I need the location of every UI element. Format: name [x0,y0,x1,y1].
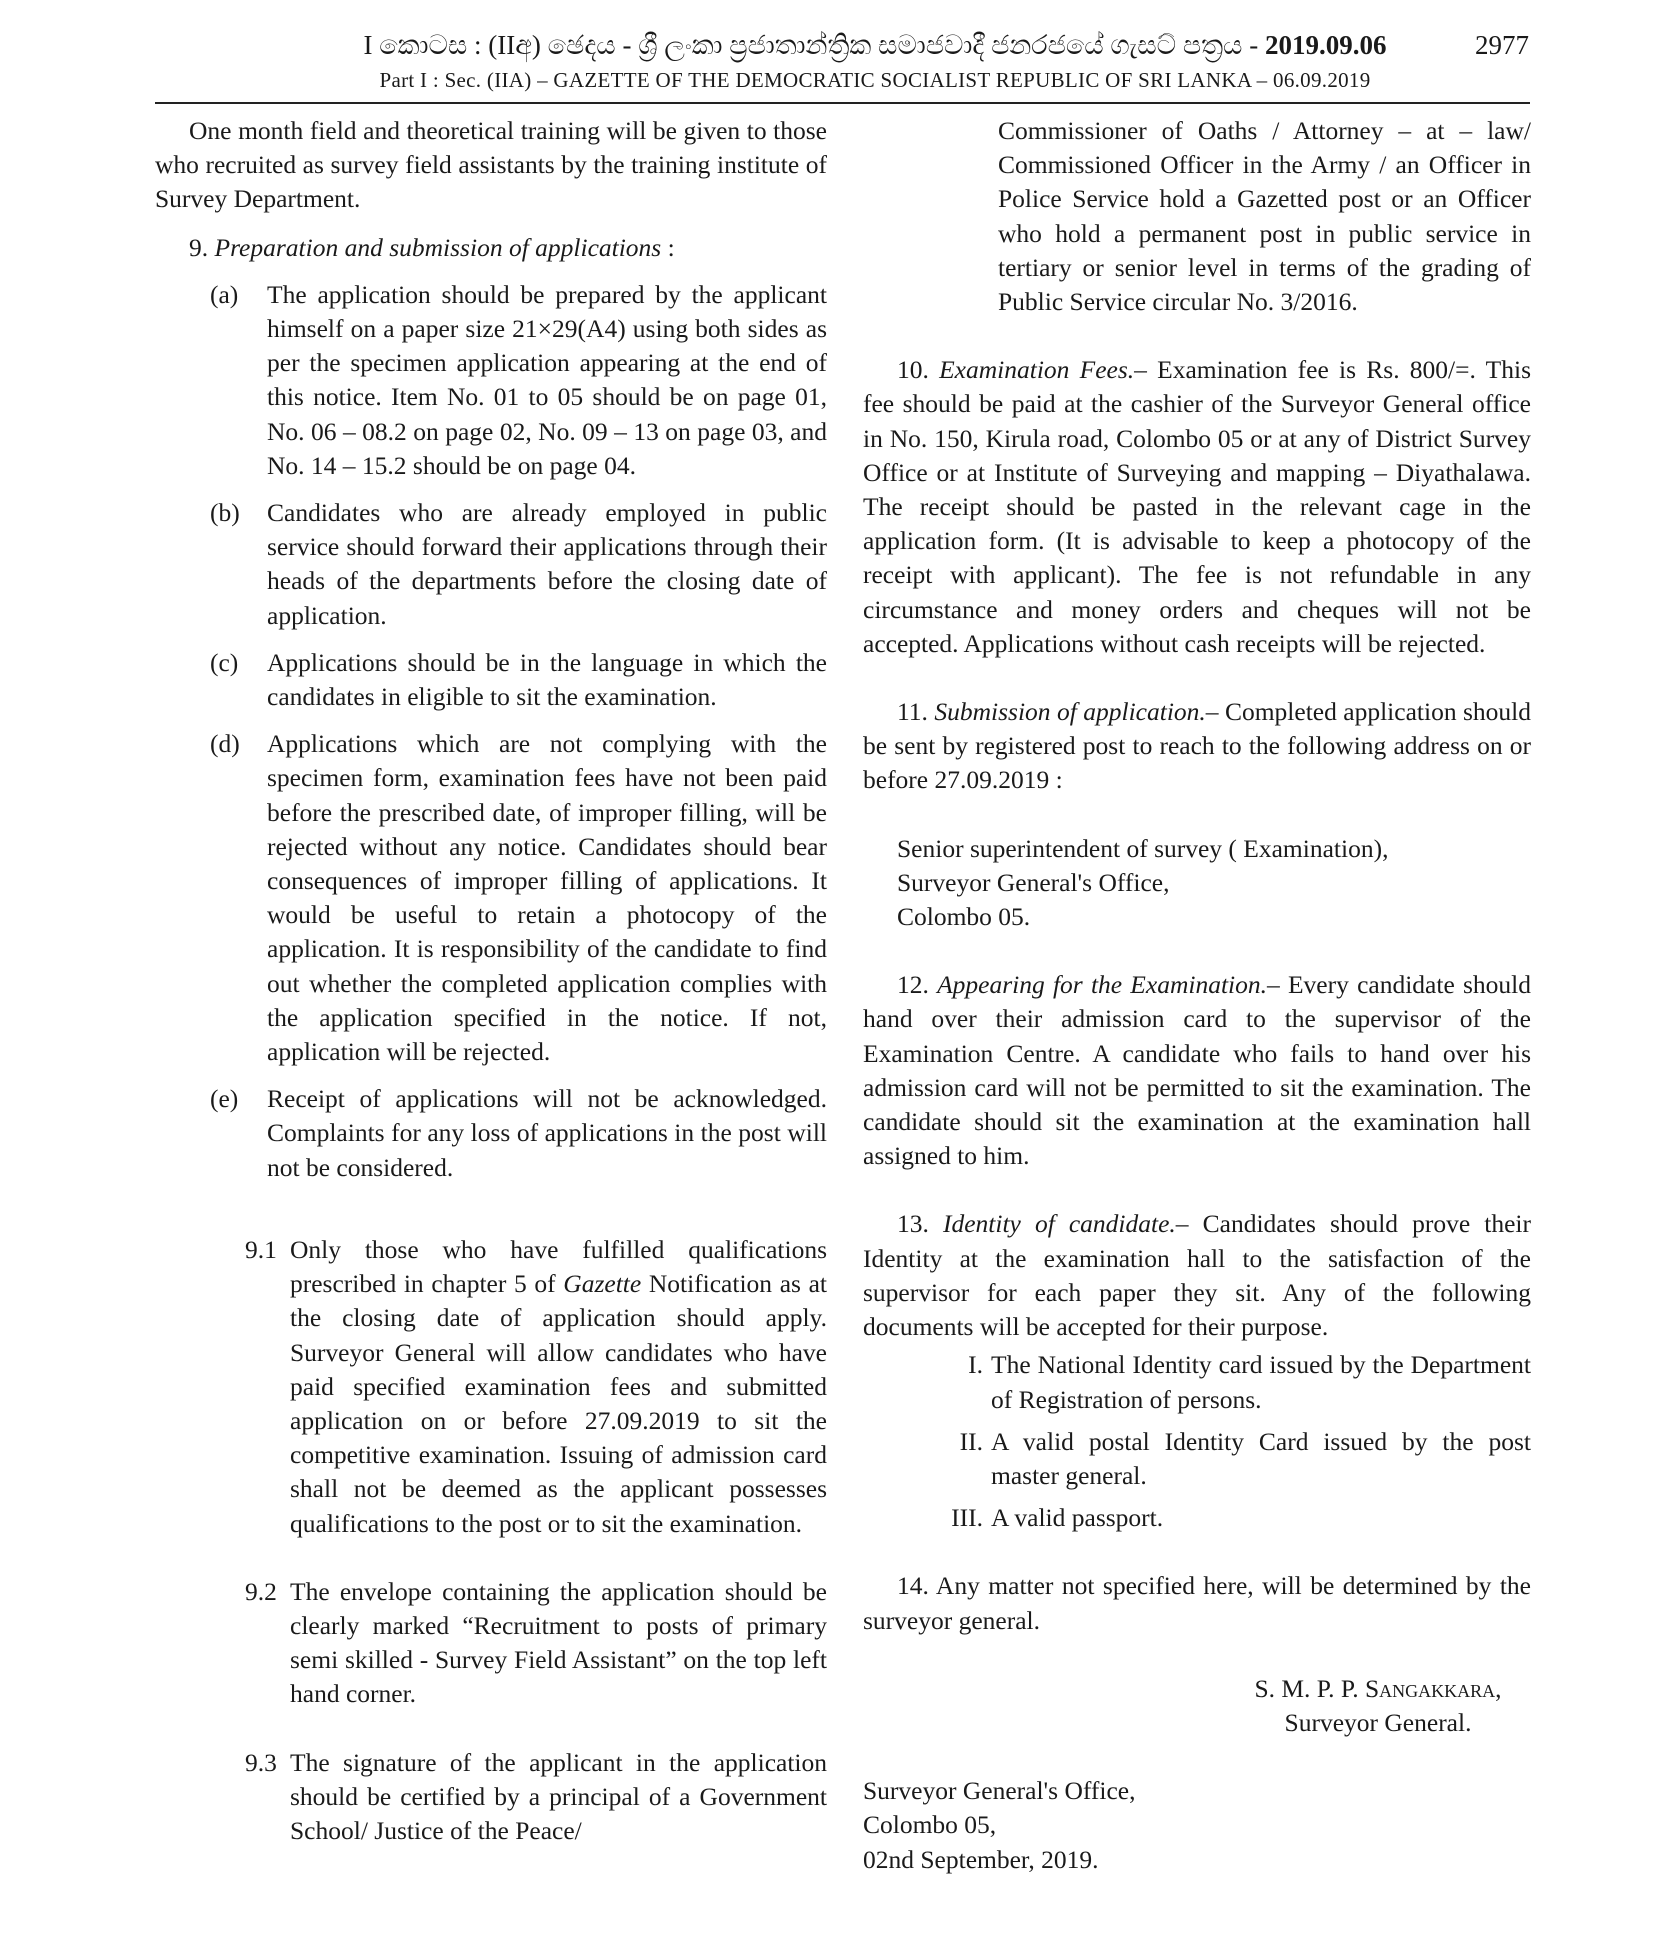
clause-9-1 [155,1233,827,1541]
clause-9-2 [155,1575,827,1712]
submission-address [863,832,1531,935]
section-10 [863,353,1531,661]
item-label: (a) [210,279,239,309]
section-9-heading [155,231,827,265]
clause-text-b: Notification as at the closing date of application should apply. Surveyor General will allow candidates who have paid specified examination fees and submitted application on or before 27.09.2019 to sit the competitive examination. Issuing of admission card shall not be deemed as the applicant possesses qualifications to the post or to sit the examination. [290,1269,827,1538]
header-date: 2019.09.06 [1264,30,1387,60]
item-text: Receipt of applications will not be acknowledged. Complaints for any loss of applications in the post will not be considered. [267,1084,827,1182]
list-item [863,1501,1531,1535]
section-number: 10. [897,355,929,385]
gazette-header-english: Part I : Sec. (IIA) – GAZETTE OF THE DEMOCRATIC SOCIALIST REPUBLIC OF SRI LANKA – 06.09.2019 [379,68,1371,92]
clause-label: 9.3 [245,1747,277,1777]
address-line: Surveyor General's Office, [897,867,1170,897]
section-title: Submission of application. [934,697,1206,727]
section-number: 11. [897,697,928,727]
list-item [863,1348,1531,1416]
signatory-name: S. M. P. P. Sangakkara, [1254,1673,1502,1703]
address-line: Colombo 05. [897,902,1031,932]
item-label: III. [951,1503,983,1533]
item-label: II. [959,1426,983,1456]
section-title: Examination Fees. [939,355,1135,385]
section-12 [863,968,1531,1173]
list-item [155,727,827,1069]
office-date: 02nd September, 2019. [863,1844,1099,1874]
section-title: Identity of candidate. [942,1209,1176,1239]
item-label: (d) [210,729,240,759]
section-9-number: 9. [189,232,209,262]
section-11 [863,695,1531,798]
item-label: (b) [210,498,240,528]
left-column [155,114,827,1848]
item-text: A valid passport. [991,1503,1164,1533]
list-item [155,646,827,714]
header-divider [155,102,1530,104]
item-text: A valid postal Identity Card issued by the post master general. [991,1426,1531,1490]
office-line: Colombo 05, [863,1810,997,1840]
clause-9-3-continued: Commissioner of Oaths / Attorney – at – law/ Commissioned Officer in the Army / an Officer in Police Service hold a Gazetted post or an Officer who hold a permanent post in public service in tertiary or senior level in terms of the grading of Public Service circular No. 3/2016. [998,116,1531,317]
clause-label: 9.1 [245,1234,277,1264]
clause-text: The signature of the applicant in the application should be certified by a principal of a Government School/ Justice of the Peace/ [290,1747,827,1845]
item-label: I. [968,1350,983,1380]
right-column [863,114,1531,1877]
list-item [155,1082,827,1185]
section-text: – Candidates should prove their Identity at the examination hall to the satisfaction of the supervisor for each paper they sit. Any of the following documents will be accepted for their purpose. [863,1209,1531,1342]
page-number: 2977 [1475,30,1529,60]
clause-9-3 [155,1746,827,1849]
item-label: (c) [210,647,239,677]
section-number: 12. [897,970,929,1000]
section-text: – Completed application should be sent by registered post to reach to the following address on or before 27.09.2019 : [863,697,1532,795]
section-text: – Examination fee is Rs. 800/=. This fee should be paid at the cashier of the Surveyor General office in No. 150, Kirula road, Colombo 05 or at any of District Survey Office or at Institute of Surveying and mapping – Diyathalawa. The receipt should be pasted in the relevant cage in the application form. (It is advisable to keep a photocopy of the receipt with applicant). The fee is not refundable in any circumstance and money orders and cheques will not be accepted. Applications without cash receipts will be rejected. [863,355,1532,658]
section-title: Appearing for the Examination. [937,970,1267,1000]
header-sinhala-text: I කොටස : (IIඅ) ඡෙදය - ශ්‍රී ලංකා ප්‍රජාතාන්ත්‍රික සමාජවාදී ජනරජයේ ගැසට් පත්‍රය - [363,30,1259,60]
section-9-title: Preparation and submission of applications [214,232,662,262]
address-line: Senior superintendent of survey ( Examination), [897,833,1389,863]
clause-text-italic: Gazette [563,1269,642,1299]
clause-label: 9.2 [245,1576,277,1606]
gazette-header-sinhala [300,30,1450,62]
item-text: The National Identity card issued by the Department of Registration of persons. [991,1350,1531,1414]
section-14: 14. Any matter not specified here, will be determined by the surveyor general. [863,1571,1531,1635]
item-text: Applications should be in the language in which the candidates in eligible to sit the examination. [267,647,827,712]
item-text: Applications which are not complying with the specimen form, examination fees have not been paid before the prescribed date, of improper filling, will be rejected without any notice. Candidates should bear consequences of improper filling of applications. It would be useful to retain a photocopy of the application. It is responsibility of the candidate to find out whether the completed application complies with the application specified in the notice. If not, application will be rejected. [267,729,827,1067]
signatory-title: Surveyor General. [1284,1707,1472,1737]
signature-block [1228,1672,1528,1740]
clause-text: The envelope containing the application should be clearly marked “Recruitment to posts of primary semi skilled - Survey Field Assistant” on the top left hand corner. [290,1576,827,1709]
item-label: (e) [210,1084,239,1114]
clause-text-a: Only those who have fulfilled qualifications prescribed in chapter 5 of [290,1234,827,1299]
item-text: The application should be prepared by the applicant himself on a paper size 21×29(A4) using both sides as per the specimen application appearing at the end of this notice. Item No. 01 to 05 should be on page 01, No. 06 – 08.2 on page 02, No. 09 – 13 on page 03, and No. 14 – 15.2 should be on page 04. [267,279,827,480]
office-line: Surveyor General's Office, [863,1776,1136,1806]
section-text: – Every candidate should hand over their admission card to the supervisor of the Examination Centre. A candidate who fails to hand over his admission card will not be permitted to sit the examination. The candidate should sit the examination at the examination hall assigned to him. [863,970,1531,1171]
section-13 [863,1207,1531,1344]
list-item [155,278,827,483]
item-text: Candidates who are already employed in public service should forward their applications through their heads of the departments before the closing date of application. [267,498,827,630]
training-paragraph: One month field and theoretical training will be given to those who recruited as survey field assistants by the training institute of Survey Department. [155,116,827,214]
section-9-colon: : [661,232,675,262]
issuing-office [863,1774,1531,1877]
list-item [863,1425,1531,1493]
list-item [155,496,827,633]
section-number: 13. [897,1209,929,1239]
